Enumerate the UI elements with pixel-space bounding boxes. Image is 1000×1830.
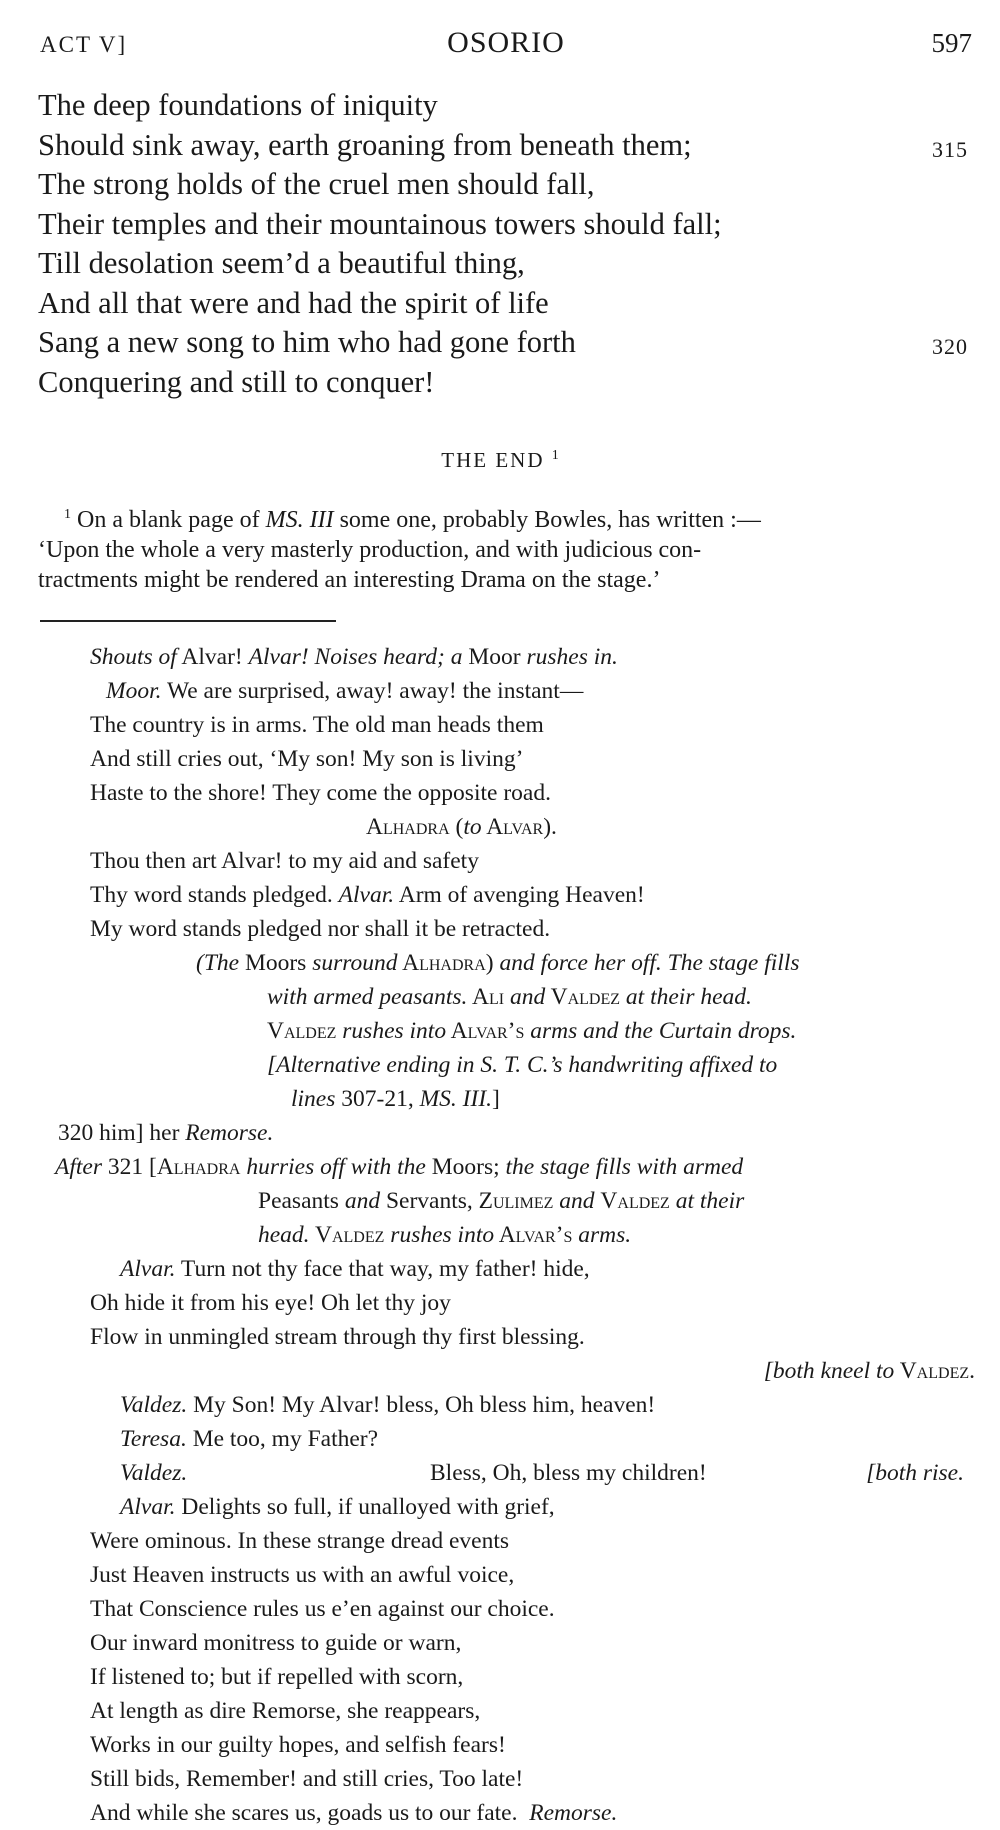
- footnote: [38, 500, 968, 595]
- speaker-name: Alhadra: [366, 814, 450, 840]
- variant-text: ): [485, 950, 500, 976]
- speaker-name: Moor.: [106, 678, 162, 704]
- variant-text: and force her off. The stage fills: [499, 950, 800, 976]
- act-label: ACT V]: [40, 32, 128, 57]
- variant-text: Valdez: [267, 1018, 337, 1044]
- variant-text: Moors: [239, 950, 313, 976]
- variant-text: [both rise.: [866, 1460, 964, 1486]
- footnote-line: [38, 565, 968, 595]
- variant-line: [0, 776, 1000, 810]
- variant-text: to: [463, 814, 482, 840]
- variant-line: [0, 878, 1000, 912]
- variant-text: Works in our guilty hopes, and selfish fears!: [90, 1732, 506, 1758]
- variant-line: [0, 1286, 1000, 1320]
- stage-direction-line: [0, 1048, 1000, 1082]
- variant-text: (The: [196, 950, 240, 976]
- variant-text: After: [55, 1154, 102, 1180]
- variant-line: [0, 1150, 1000, 1184]
- variant-text: Valdez.: [894, 1358, 975, 1384]
- stage-direction-line: [0, 1014, 1000, 1048]
- variant-line: [0, 708, 1000, 742]
- variant-text: Alvar’s: [446, 1018, 531, 1044]
- variant-line: [0, 640, 1000, 674]
- variant-text: Valdez: [309, 1222, 385, 1248]
- poem-line: [38, 244, 968, 284]
- page-number: 597: [931, 28, 972, 58]
- variant-line: [0, 912, 1000, 946]
- variant-line: [0, 1184, 1000, 1218]
- variant-line: [0, 1558, 1000, 1592]
- variant-text: MS. III.: [419, 1086, 493, 1112]
- poem-line: [38, 284, 968, 324]
- variant-text: Alvar! Noises heard; a: [248, 644, 463, 670]
- variant-text: and: [344, 1188, 381, 1214]
- variant-text: Just Heaven instructs us with an awful voice,: [90, 1562, 515, 1588]
- variant-text: and: [509, 984, 546, 1010]
- poem-line-text: And all that were and had the spirit of life: [38, 285, 549, 320]
- variant-text: Moors;: [425, 1154, 506, 1180]
- variant-text: rushes in.: [526, 644, 618, 670]
- footnote-text: ‘Upon the whole a very masterly production, and with judicious con-: [38, 537, 702, 563]
- variant-line: [0, 1796, 1000, 1830]
- variant-text: 320 him] her: [58, 1120, 186, 1146]
- variant-text: at their head.: [625, 984, 752, 1010]
- footnote-text: some one, probably Bowles, has written :—: [333, 507, 761, 533]
- poem-line-text: Till desolation seem’d a beautiful thing,: [38, 246, 525, 280]
- variant-text: (: [449, 814, 464, 840]
- variant-line: [0, 1694, 1000, 1728]
- variant-text: And still cries out, ‘My son! My son is living’: [90, 746, 524, 772]
- variant-text: Were ominous. In these strange dread events: [90, 1528, 510, 1554]
- variant-text: 307-21,: [335, 1086, 420, 1112]
- footnote-line: [38, 500, 968, 535]
- variant-text: Servants,: [380, 1188, 479, 1214]
- speaker-name: Teresa.: [120, 1426, 187, 1452]
- variant-text: ]: [492, 1086, 500, 1112]
- poem-line: [38, 205, 968, 245]
- stage-direction-line: [0, 980, 1000, 1014]
- variant-text: [both kneel to: [763, 1358, 895, 1384]
- poem-line: [38, 126, 968, 166]
- variant-text: At length as dire Remorse, she reappears,: [90, 1698, 481, 1724]
- variant-text: Alvar’s: [494, 1222, 573, 1248]
- variant-text: Alhadra: [156, 1154, 241, 1180]
- variant-line: [0, 1626, 1000, 1660]
- variant-line: [0, 844, 1000, 878]
- variant-text: Alvar: [481, 814, 544, 840]
- variant-text: Ali: [467, 984, 510, 1010]
- poem-line-text: The deep foundations of iniquity: [38, 88, 438, 122]
- variant-text: My word stands pledged nor shall it be retracted.: [90, 916, 551, 942]
- footnote-marker: 1: [64, 507, 71, 522]
- variant-line: [0, 810, 1000, 844]
- poem-text: [38, 86, 968, 402]
- variant-line: [0, 1218, 1000, 1252]
- variant-text: hurries off with the: [240, 1154, 426, 1180]
- variant-text: ).: [543, 814, 557, 840]
- variant-text: Arm of avenging Heaven!: [394, 882, 645, 908]
- variant-line: [0, 1762, 1000, 1796]
- variant-text: Zulimez: [478, 1188, 554, 1214]
- running-header: [40, 26, 972, 62]
- variant-text: the stage fills with armed: [505, 1154, 744, 1180]
- variant-text: Oh hide it from his eye! Oh let thy joy: [90, 1290, 451, 1316]
- variant-text: with armed peasants.: [267, 984, 468, 1010]
- poem-line-text: Their temples and their mountainous towers should fall;: [38, 206, 722, 241]
- variant-text: rushes into: [384, 1222, 495, 1248]
- poem-line-text: Sang a new song to him who had gone forth: [38, 325, 576, 359]
- the-end-heading: [0, 448, 1000, 473]
- footnote-text: tractments might be rendered an interesting Drama on the stage.’: [38, 567, 661, 593]
- poem-line: [38, 165, 968, 205]
- variant-line: [0, 1320, 1000, 1354]
- variant-text: surround: [312, 950, 398, 976]
- variant-text: Alvar!: [176, 644, 249, 670]
- variant-text: Flow in unmingled stream through thy first blessing.: [90, 1324, 585, 1350]
- variant-text: head.: [258, 1222, 310, 1248]
- variant-text: arms and the Curtain drops.: [530, 1018, 797, 1044]
- variant-line: [0, 1728, 1000, 1762]
- variant-line: [0, 674, 1000, 708]
- footnote-text: MS. III: [265, 507, 334, 533]
- footnote-reference: 1: [551, 448, 559, 463]
- variant-text: The country is in arms. The old man heads them: [90, 712, 544, 738]
- variant-text: rushes into: [336, 1018, 447, 1044]
- variant-text: If listened to; but if repelled with scorn,: [90, 1664, 464, 1690]
- speaker-name: Alvar.: [338, 882, 395, 908]
- poem-line: [38, 86, 968, 126]
- variant-text: Turn not thy face that way, my father! hide,: [175, 1256, 590, 1282]
- variant-readings: [0, 640, 1000, 1830]
- variant-text: Thou then art Alvar! to my aid and safety: [90, 848, 479, 874]
- variant-line: [0, 1490, 1000, 1524]
- variant-line: [0, 1660, 1000, 1694]
- speaker-name: Valdez.: [120, 1392, 188, 1418]
- variant-text: Peasants: [258, 1188, 345, 1214]
- variant-text: [Alternative ending in S. T. C.’s handwriting affixed to: [267, 1052, 778, 1078]
- variant-text: Valdez: [545, 984, 626, 1010]
- line-number: 320: [932, 334, 968, 359]
- variant-text: Remorse.: [185, 1120, 274, 1146]
- poem-line-text: Conquering and still to conquer!: [38, 364, 435, 399]
- variant-line: [0, 1456, 1000, 1490]
- variant-line: [0, 1252, 1000, 1286]
- poem-line: [38, 363, 968, 403]
- poem-line-text: Should sink away, earth groaning from beneath them;: [38, 127, 692, 162]
- variant-line: [0, 742, 1000, 776]
- variant-text: Me too, my Father?: [186, 1426, 379, 1452]
- poem-line-text: The strong holds of the cruel men should fall,: [38, 167, 595, 201]
- variant-text: My Son! My Alvar! bless, Oh bless him, heaven!: [187, 1392, 656, 1418]
- footnote-line: [38, 535, 968, 565]
- stage-direction-line: [0, 1354, 1000, 1388]
- variant-text: Still bids, Remember! and still cries, Too late!: [90, 1766, 524, 1792]
- variant-line: [0, 1422, 1000, 1456]
- variant-text: 321 [: [102, 1154, 157, 1180]
- variant-line: [0, 1524, 1000, 1558]
- page-title: OSORIO: [447, 26, 565, 59]
- speaker-name: Alvar.: [120, 1256, 176, 1282]
- poem-line: [38, 323, 968, 363]
- variant-text: at their: [669, 1188, 745, 1214]
- the-end-text: THE END: [441, 448, 545, 472]
- stage-direction-line: [0, 946, 1000, 980]
- variant-text: Bless, Oh, bless my children!: [430, 1460, 707, 1486]
- variant-line: [0, 1116, 1000, 1150]
- variant-text: arms.: [572, 1222, 632, 1248]
- speaker-name: Alvar.: [120, 1494, 176, 1520]
- stage-direction-line: [0, 1082, 1000, 1116]
- variant-text: Delights so full, if unalloyed with grief,: [175, 1494, 555, 1520]
- variant-text: Alhadra: [397, 950, 486, 976]
- variant-text: Remorse.: [529, 1800, 618, 1826]
- footnote-text: On a blank page of: [77, 507, 266, 533]
- variant-text: Shouts of: [90, 644, 177, 670]
- variant-text: Haste to the shore! They come the opposite road.: [90, 780, 551, 806]
- line-number: 315: [932, 136, 968, 162]
- variant-text: Our inward monitress to guide or warn,: [90, 1630, 462, 1656]
- variant-line: [0, 1592, 1000, 1626]
- variant-text: Thy word stands pledged.: [90, 882, 339, 908]
- variant-text: And while she scares us, goads us to our fate.: [90, 1800, 518, 1826]
- variant-text: We are surprised, away! away! the instant—: [161, 678, 584, 704]
- variant-text: Valdez: [600, 1188, 670, 1214]
- variant-line: [0, 1388, 1000, 1422]
- variant-text: lines: [291, 1086, 336, 1112]
- variant-text: That Conscience rules us e’en against our choice.: [90, 1596, 555, 1622]
- variant-text: Moor: [462, 644, 527, 670]
- variant-text: and: [553, 1188, 601, 1214]
- speaker-name: Valdez.: [120, 1460, 188, 1486]
- divider-rule: [40, 620, 336, 622]
